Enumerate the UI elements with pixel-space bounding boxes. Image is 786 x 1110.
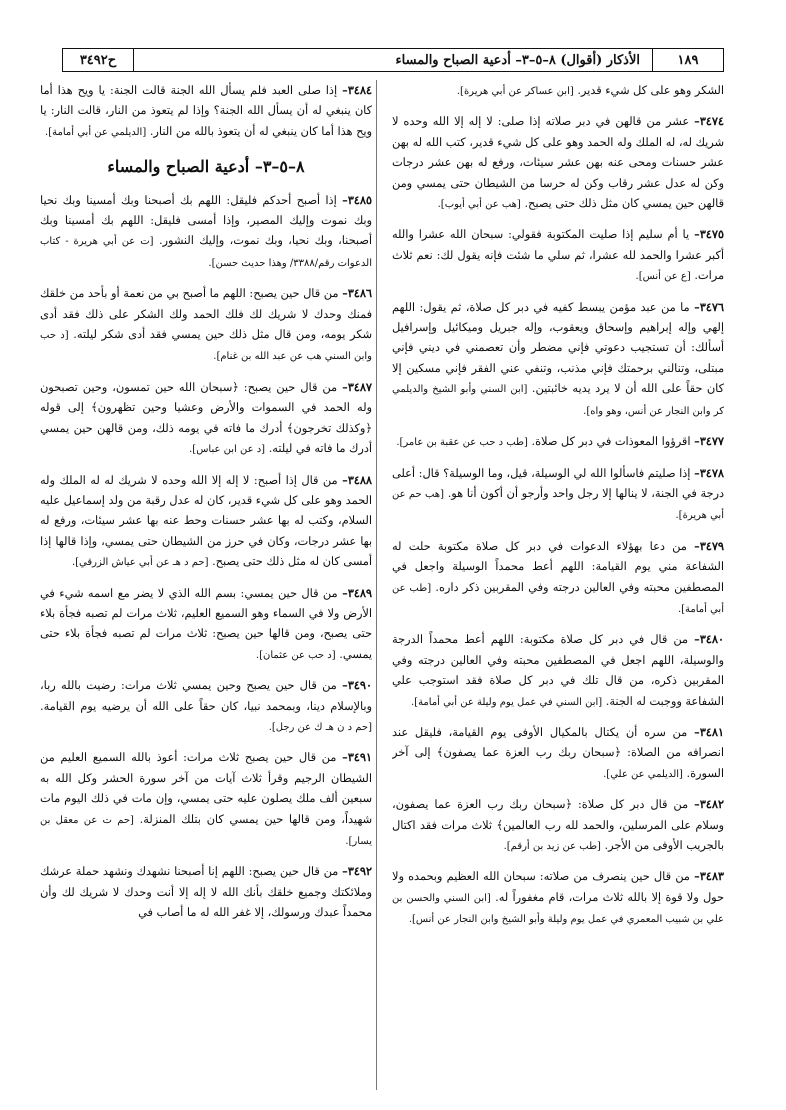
section-heading: ٨–٥–٣– أدعية الصباح والمساء (107, 157, 305, 177)
column-divider (376, 80, 377, 1090)
hadith-source: [حم ت عن معقل بن يسار]. (40, 814, 372, 847)
hadith-entry (40, 861, 372, 924)
chapter-title: الأذكار (أقوال) ٨–٥–٣– أدعية الصباح والمساء (395, 52, 640, 68)
hadith-text: إذا صلى العبد فلم يسأل الله الجنة قالت الجنة: يا ويح هذا أما كان ينبغي له أن يسأل الله الجنة؟ وإذا لم يتعوذ من النار، قالت النار: يا ويح هذا أما كان ينبغي له أن يتعوذ بالله من النار. (40, 84, 372, 138)
hadith-source: [د حب عن عثمان]. (255, 649, 336, 661)
hadith-entry (392, 224, 724, 287)
hadith-text: إذا صليتم فاسألوا الله لي الوسيلة، قيل، وما الوسيلة؟ قال: أعلى درجة في الجنة، لا ينالها إلا رجل واحد وأرجو أن أكون أنا هو. (392, 466, 724, 500)
hadith-number: ٣٤٨٠– (694, 632, 724, 647)
hadith-text: يا أم سليم إذا صليت المكتوبة فقولي: سبحان الله عشرا والله أكبر عشرا والحمد لله عشرا، ثم سلي ما شئت فإنه يقول لك: نعم ثلاث مرات. (392, 228, 724, 283)
hadith-entry (392, 463, 724, 527)
hadith-number: ٣٤٨٦– (342, 286, 372, 301)
hadith-source: [هب عن أبي أيوب]. (437, 199, 521, 211)
hadith-text: ما من عبد مؤمن يبسط كفيه في دبر كل صلاة، ثم يقول: اللهم إلهي وإله إبراهيم وإسحاق ويعقوب، وإله جبريل وميكائيل وإسرافيل أسألك: أن تستجيب دعوتي فإني مضطر وأن تعصمني في ديني فإني مبتلى، وتنالني برحمتك فإني مذنب، وتنفي عني الفقر فإني مسكين إلا كان حقاً على الله أن لا يرد يديه خائبتين. (392, 300, 724, 396)
hadith-number: ٣٤٩١– (342, 750, 372, 765)
hadith-range-code: ح٣٤٩٢ (63, 49, 134, 71)
hadith-text: من قال في دبر كل صلاة مكتوبة: اللهم أعط محمداً الدرجة والوسيلة، اللهم اجعل في المصطفين محبته وفي العالين درجته وفي المقربين ذكره، من قال تلك في دبر كل صلاة فقد استوجب علي الشفاعة ووجبت له الجنة. (392, 633, 724, 708)
hadith-text: عشر من قالهن في دبر صلاته إذا صلى: لا إله إلا الله وحده لا شريك له، له الملك وله الحمد وهو على كل شيء قدير، كتب الله له بهن عشر حسنات ومحى عنه بهن عشر سيئات، ورفع له بهن عشر درجات وكن له عدل عشر رقاب وكن له حرسا من الشيطان حتى يمسي ومن قالهن حين يمسي كان مثل ذلك حتى يصبح. (392, 115, 724, 211)
hadith-source: [حم د ن هـ ك عن رجل]. (268, 721, 372, 733)
hadith-text: اقرؤوا المعوذات في دبر كل صلاة. (531, 435, 691, 449)
hadith-number: ٣٤٩٠– (342, 678, 372, 693)
hadith-number: ٣٤٧٧– (694, 434, 724, 449)
hadith-source: [حم د هـ عن أبي عياش الزرقي]. (71, 557, 209, 569)
hadith-text: من قال حين يصبح وحين يمسي ثلاث مرات: رضيت بالله ربا، وبالإسلام دينا، وبمحمد نبيا، كان حقاً على الله أن يرضيه يوم القيامة. (40, 679, 372, 713)
hadith-source: [ت عن أبي هريرة - كتاب الدعوات رقم/٣٣٨٨/ وهذا حديث حسن]. (40, 236, 372, 269)
left-text-column (40, 80, 372, 1092)
hadith-entry (392, 80, 724, 102)
hadith-source: [د عن ابن عباس]. (189, 444, 266, 456)
hadith-number: ٣٤٨٨– (342, 472, 372, 487)
hadith-number: ٣٤٧٨– (694, 465, 724, 480)
hadith-text: من سره أن يكتال بالمكيال الأوفى يوم القيامة، فليقل عند انصرافه من الصلاة: ﴿سبحان ربك رب العزة عما يصفون﴾ إلى آخر السورة. (392, 725, 724, 780)
hadith-text: من دعا بهؤلاء الدعوات في دبر كل صلاة مكتوبة حلت له الشفاعة مني يوم القيامة: اللهم أعط محمداً الوسيلة واجعل في المصطفين محبته وفي العالين درجته وفي المقربين ذكر داره. (392, 539, 724, 594)
hadith-entry (392, 794, 724, 857)
hadith-number: ٣٤٨٧– (342, 379, 372, 394)
hadith-number: ٣٤٧٦– (694, 299, 724, 314)
hadith-text: من قال حين ينصرف من صلاته: سبحان الله العظيم وبحمده ولا حول ولا قوة إلا بالله ثلاث مرات، قام مغفوراً له. (392, 870, 724, 904)
hadith-text: من قال حين يصبح ثلاث مرات: أعوذ بالله السميع العليم من الشيطان الرجيم وقرأ ثلاث آيات من آخر سورة الحشر وكل الله به سبعين ألف ملك يصلون عليه حتى يمسي، وإن مات في ذلك اليوم مات شهيداً، ومن قالها حين يمسي كان بتلك المنزلة. (40, 751, 372, 826)
hadith-number: ٣٤٩٢– (342, 864, 372, 879)
hadith-entry (40, 583, 372, 667)
hadith-entry (40, 190, 372, 275)
hadith-text: من قال حين يصبح: اللهم ما أصبح بي من نعمة أو بأحد من خلقك فمنك وحدك لا شريك لك فلك الحمد ولك الشكر على ذلك فقد أدى شكر يومه، ومن قال مثل ذلك حين يمسي فقد أدى شكر ليلته. (40, 287, 372, 342)
hadith-source: [ابن عساكر عن أبي هريرة]. (456, 86, 574, 97)
hadith-number: ٣٤٨٢– (694, 797, 724, 812)
page-header (62, 48, 724, 72)
hadith-entry (392, 111, 724, 215)
hadith-entry (40, 747, 372, 852)
right-text-column (392, 80, 724, 1092)
hadith-entry (392, 866, 724, 930)
hadith-source: [ابن السني في عمل يوم وليلة عن أبي أمامة]. (410, 696, 603, 708)
hadith-number: ٣٤٨٤– (342, 83, 372, 97)
hadith-number: ٣٤٨١– (694, 724, 724, 739)
hadith-source: [الديلمي عن علي]. (603, 768, 683, 780)
hadith-number: ٣٤٧٩– (694, 538, 724, 553)
hadith-entry (392, 297, 724, 422)
hadith-text: من قال حين يصبح: ﴿سبحان الله حين تمسون، وحين تصبحون وله الحمد في السموات والأرض وعشيا وحين تظهرون﴾ إلى قوله ﴿وكذلك تخرجون﴾ أدرك ما فاته في يومه ذلك، ومن قالهن حين يمسي أدرك ما فاته في ليلته. (40, 380, 372, 456)
hadith-entry (40, 675, 372, 738)
hadith-source: [طب د حب عن عقبة بن عامر]. (396, 437, 528, 449)
hadith-source: [طب عن زيد بن أرقم]. (503, 841, 601, 852)
hadith-text: الشكر وهو على كل شيء قدير. (577, 84, 724, 97)
hadith-entry (40, 470, 372, 574)
hadith-number: ٣٤٧٤– (694, 114, 724, 129)
hadith-entry (392, 536, 724, 621)
hadith-entry (40, 377, 372, 461)
hadith-text: من قال حين يمسي: بسم الله الذي لا يضر مع اسمه شيء في الأرض ولا في السماء وهو السميع العليم، ثلاث مرات لم تصبه فجأة بلاء حتى يصبح، ومن قالها حين يصبح: ثلاث مرات لم تصبه فجأة بلاء حتى يمسي. (40, 586, 372, 661)
hadith-source: [طب عن أبي أمامة]. (392, 582, 724, 615)
hadith-entry (392, 629, 724, 713)
hadith-entry (40, 80, 372, 143)
hadith-text: إذا أصبح أحدكم فليقل: اللهم بك أصبحنا وبك أمسينا وبك نحيا وبك نموت وإليك المصير، وإذا أمسى فليقل: اللهم بك أمسينا وبك أصبحنا، وبك نحيا، وبك نموت، وإليك النشور. (40, 193, 372, 248)
hadith-source: [ع عن أنس]. (635, 271, 691, 283)
hadith-number: ٣٤٨٣– (694, 869, 724, 884)
hadith-entry (392, 431, 724, 453)
hadith-number: ٣٤٧٥– (694, 227, 724, 242)
hadith-number: ٣٤٨٩– (342, 585, 372, 600)
hadith-source: [ابن السني وأبو الشيخ والديلمي كر وابن النجار عن أنس، وهو واه]. (392, 384, 724, 417)
hadith-source: [هب حم عن أبي هريرة]. (392, 488, 724, 522)
hadith-number: ٣٤٨٥– (342, 192, 372, 207)
hadith-text: من قال دبر كل صلاة: ﴿سبحان ربك رب العزة عما يصفون، وسلام على المرسلين، والحمد لله رب العالمين﴾ ثلاث مرات فقد اكتال بالجريب الأوفى من الأجر. (392, 798, 724, 852)
hadith-source: [ابن السني والحسن بن علي بن شبيب المعمري في عمل يوم وليلة وأبو الشيخ وابن النجار عن أنس]. (392, 892, 724, 926)
hadith-text: من قال حين يصبح: اللهم إنا أصبحنا نشهدك ونشهد حملة عرشك وملائكتك وجميع خلقك بأنك الله لا إله إلا أنت وحدك لا شريك لك وأن محمداً عبدك ورسولك، إلا غفر الله له ما أصاب في (40, 865, 372, 920)
hadith-source: [د حب وابن السني هب عن عبد الله بن غنام]. (40, 330, 372, 363)
hadith-entry (40, 283, 372, 368)
page-number: ١٨٩ (652, 49, 723, 71)
hadith-text: من قال إذا أصبح: لا إله إلا الله وحده لا شريك له له الملك وله الحمد وهو على كل شيء قدير، كان له عدل رقبة من ولد إسماعيل عليه السلام، وكتب له بها عشر حسنات وحط عنه بها عشر سيئات، ورفع له بها عشر درجات، وكان في حرز من الشيطان حتى يمسي، وإذا قالها إذا أمسى كان له مثل ذلك حتى يصبح. (40, 473, 372, 569)
hadith-source: [الديلمي عن أبي أمامة]. (45, 126, 147, 138)
hadith-entry (392, 722, 724, 785)
